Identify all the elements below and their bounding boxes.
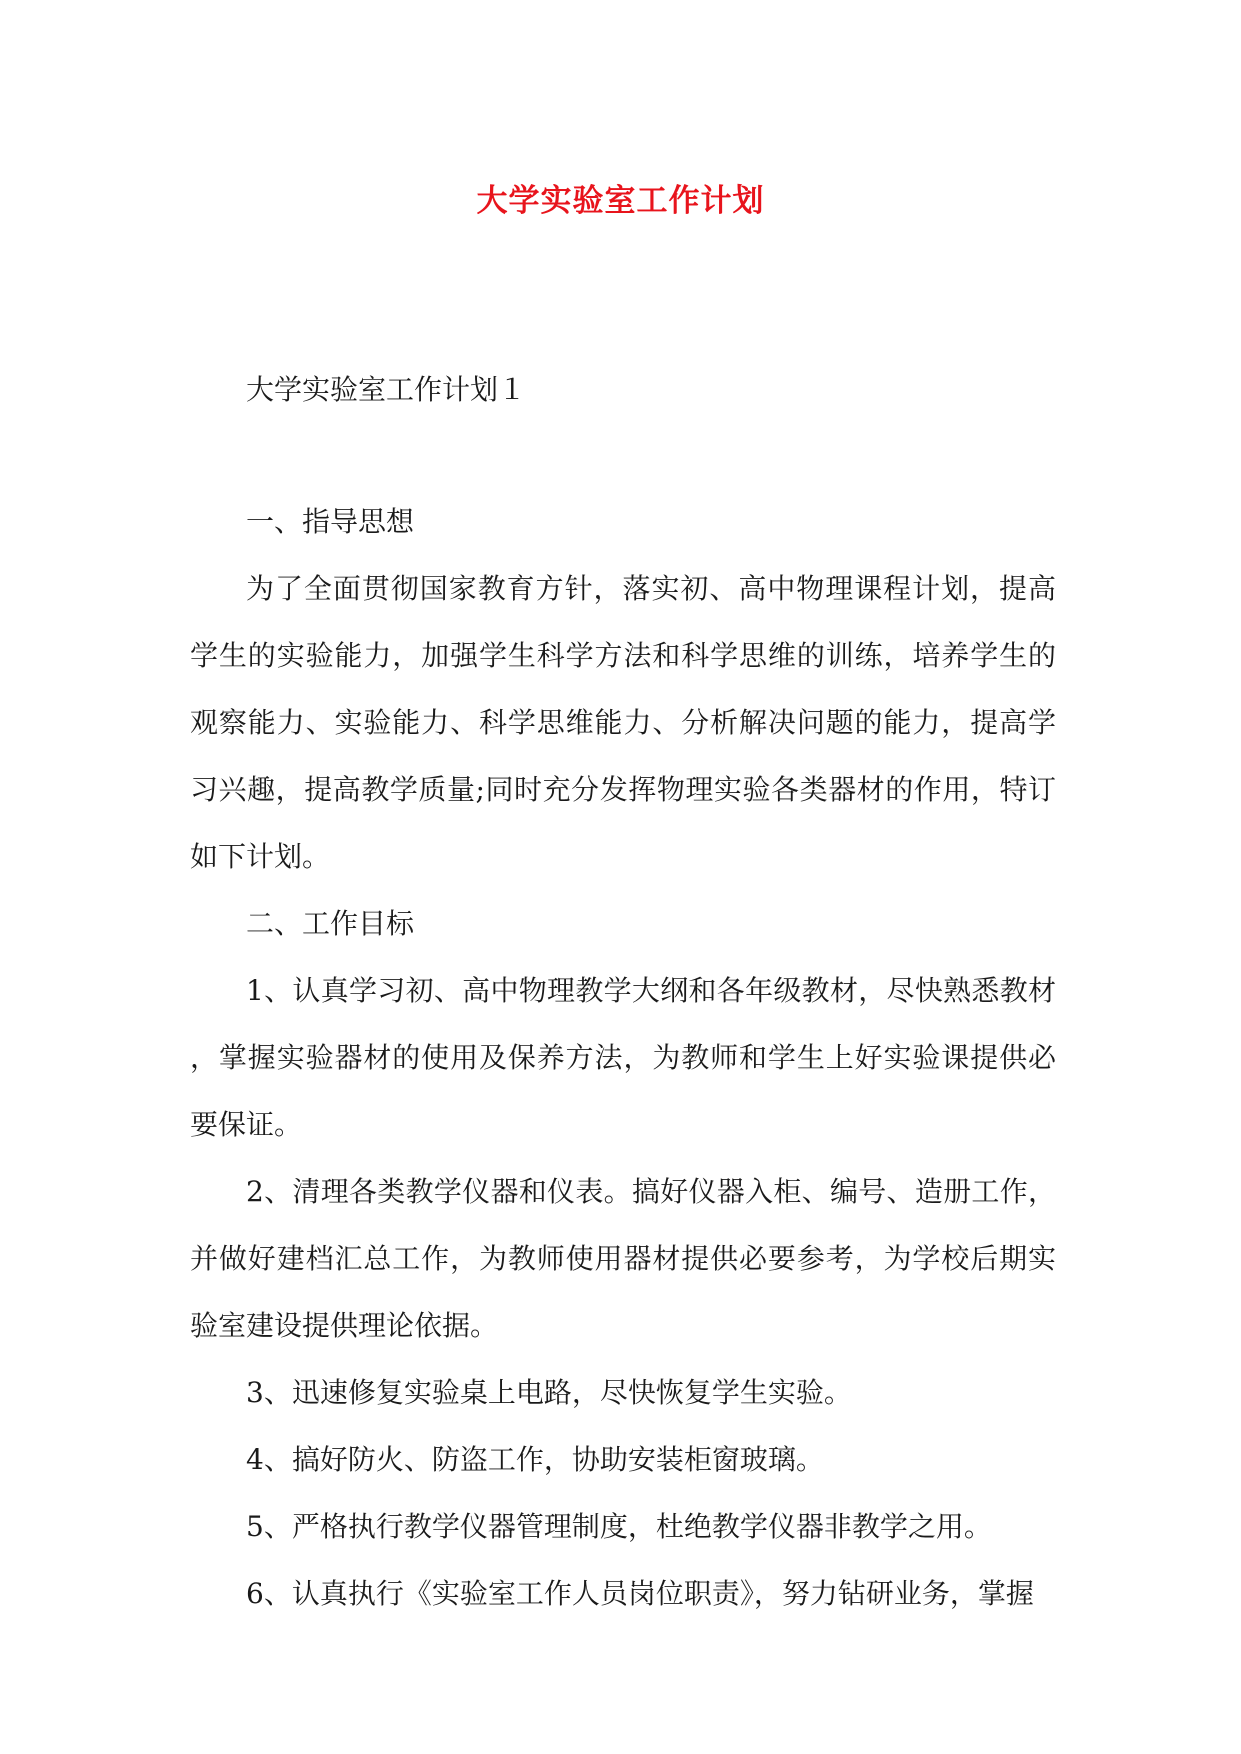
document-body: [190, 356, 1056, 1627]
document-title: 大学实验室工作计划: [476, 182, 765, 219]
paragraph-goal-1: 1、认真学习初、高中物理教学大纲和各年级教材，尽快熟悉教材，掌握实验器材的使用及保养方法，为教师和学生上好实验课提供必要保证。: [190, 974, 1056, 1141]
paragraph-goal-4: 4、搞好防火、防盗工作，协助安装柜窗玻璃。: [246, 1443, 824, 1476]
heading-work-goals: 二、工作目标: [246, 907, 415, 940]
section-subtitle: 大学实验室工作计划１: [246, 373, 527, 406]
paragraph-guiding-ideology: 为了全面贯彻国家教育方针，落实初、高中物理课程计划，提高学生的实验能力，加强学生科学方法和科学思维的训练，培养学生的观察能力、实验能力、科学思维能力、分析解决问题的能力，提高学习兴趣，提高教学质量;同时充分发挥物理实验各类器材的作用，特订如下计划。: [190, 572, 1056, 873]
paragraph-goal-2: 2、清理各类教学仪器和仪表。搞好仪器入柜、编号、造册工作，并做好建档汇总工作，为教师使用器材提供必要参考，为学校后期实验室建设提供理论依据。: [190, 1175, 1056, 1342]
paragraph-goal-6: 6、认真执行《实验室工作人员岗位职责》，努力钻研业务，掌握: [246, 1577, 1034, 1610]
heading-guiding-ideology: 一、指导思想: [246, 505, 415, 538]
paragraph-goal-3: 3、迅速修复实验桌上电路，尽快恢复学生实验。: [246, 1376, 852, 1409]
paragraph-goal-5: 5、严格执行教学仪器管理制度，杜绝教学仪器非教学之用。: [246, 1510, 992, 1543]
